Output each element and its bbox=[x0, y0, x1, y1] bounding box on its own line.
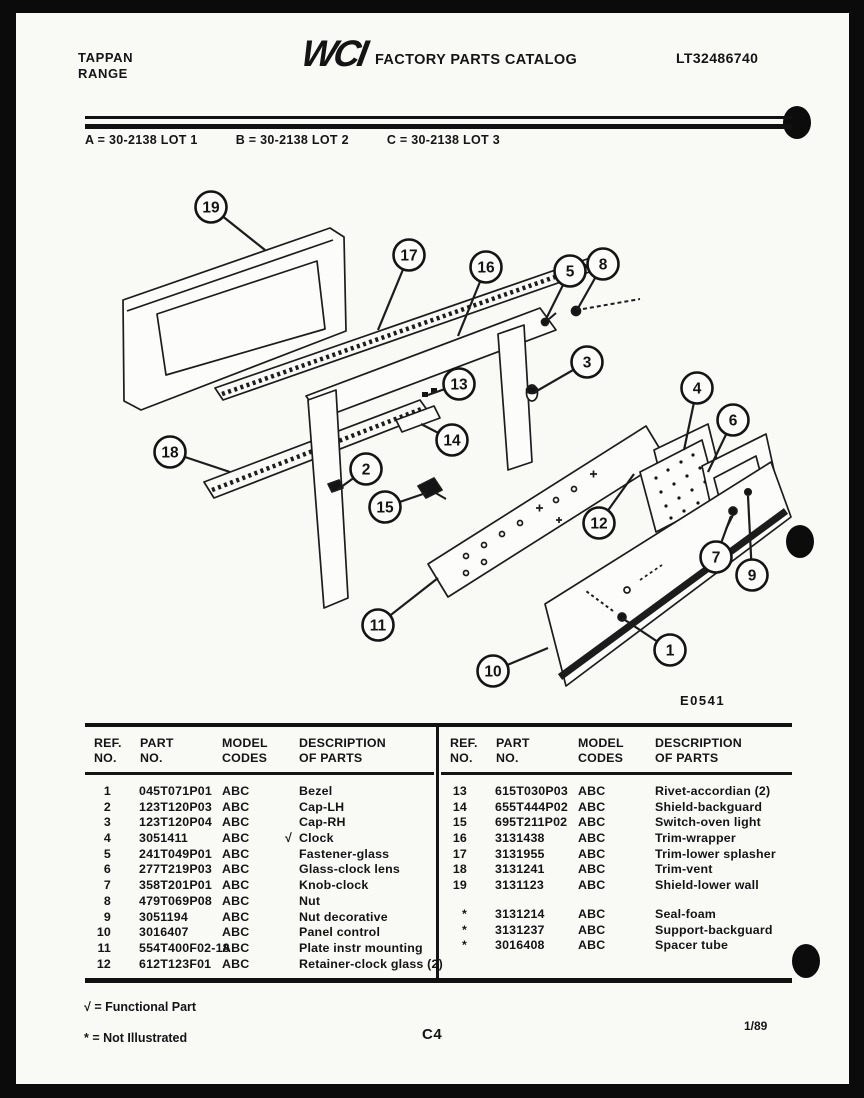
scan-edge-right bbox=[849, 0, 864, 1098]
registration-dot bbox=[786, 525, 814, 558]
document-number: LT32486740 bbox=[676, 50, 759, 66]
svg-text:4: 4 bbox=[692, 380, 702, 398]
table-row: 15 695T211P02 ABC Switch-oven light bbox=[452, 815, 761, 830]
header-rule bbox=[85, 116, 792, 129]
brand-line-1: TAPPAN bbox=[78, 50, 134, 65]
svg-text:19: 19 bbox=[202, 199, 220, 217]
registration-dot bbox=[792, 944, 820, 978]
table-row: 5 241T049P01 ABC Fastener-glass bbox=[103, 846, 390, 861]
catalog-title: FACTORY PARTS CATALOG bbox=[374, 52, 578, 68]
callout-14 bbox=[421, 424, 468, 456]
table-row: 6 277T219P03 ABC Glass-clock lens bbox=[103, 862, 401, 877]
svg-text:15: 15 bbox=[376, 499, 394, 517]
brand-line-2: RANGE bbox=[78, 66, 128, 81]
screw-7 bbox=[729, 507, 737, 515]
lot-c: C = 30-2138 LOT 3 bbox=[386, 133, 500, 147]
callout-15 bbox=[370, 492, 427, 523]
screw-5 bbox=[542, 319, 549, 326]
column-header: MODEL CODES bbox=[222, 736, 268, 765]
scan-edge-left bbox=[0, 0, 16, 1098]
table-row: 12 612T123F01 ABC Retainer-clock glass (2) bbox=[96, 956, 443, 971]
table-row: 10 3016407 ABC Panel control bbox=[96, 925, 381, 940]
svg-text:14: 14 bbox=[443, 432, 461, 450]
table-row: 2 123T120P03 ABC Cap-LH bbox=[103, 799, 345, 814]
callout-3 bbox=[535, 347, 603, 393]
scan-edge-bottom bbox=[0, 1084, 864, 1098]
column-header: MODEL CODES bbox=[578, 736, 624, 765]
callout-18 bbox=[155, 437, 231, 473]
svg-text:16: 16 bbox=[477, 259, 495, 277]
svg-text:5: 5 bbox=[565, 263, 575, 281]
svg-text:1: 1 bbox=[665, 642, 675, 660]
callout-19 bbox=[196, 192, 266, 251]
column-header: PART NO. bbox=[496, 736, 530, 765]
table-header bbox=[85, 727, 434, 775]
column-header: REF. NO. bbox=[450, 736, 478, 765]
table-row: 16 3131438 ABC Trim-wrapper bbox=[452, 831, 736, 846]
svg-text:11: 11 bbox=[369, 617, 387, 635]
logo-row bbox=[298, 33, 578, 74]
svg-text:6: 6 bbox=[728, 412, 738, 430]
callout-1 bbox=[622, 618, 686, 666]
scan-edge-top bbox=[0, 0, 864, 13]
callout-10 bbox=[478, 648, 549, 687]
svg-text:8: 8 bbox=[598, 256, 608, 274]
callout-2 bbox=[337, 454, 382, 491]
model-lot-line bbox=[85, 133, 538, 147]
footnote-not-illustrated: * = Not Illustrated bbox=[84, 1031, 188, 1045]
svg-text:13: 13 bbox=[450, 376, 468, 394]
lot-a: A = 30-2138 LOT 1 bbox=[85, 133, 198, 147]
parts-table bbox=[85, 723, 792, 983]
brand-block bbox=[78, 50, 133, 82]
callout-17 bbox=[378, 240, 425, 331]
table-body-not-illustrated bbox=[441, 907, 792, 954]
table-row: 1 045T071P01 ABC Bezel bbox=[103, 784, 333, 798]
table-row: 4 3051411 ABC √ Clock bbox=[103, 831, 334, 846]
svg-text:17: 17 bbox=[400, 247, 418, 265]
lot-b: B = 30-2138 LOT 2 bbox=[235, 133, 349, 147]
table-row: 8 479T069P08 ABC Nut bbox=[103, 893, 321, 908]
table-row: 18 3131241 ABC Trim-vent bbox=[452, 862, 713, 877]
table-body bbox=[85, 784, 443, 972]
table-body bbox=[441, 784, 792, 894]
column-header: DESCRIPTION OF PARTS bbox=[299, 736, 386, 765]
screw-9 bbox=[745, 489, 751, 495]
functional-check-mark: √ bbox=[285, 831, 293, 846]
table-row: * 3016408 ABC Spacer tube bbox=[461, 938, 729, 953]
footnote-functional: √ = Functional Part bbox=[84, 1000, 197, 1014]
table-row: * 3131237 ABC Support-backguard bbox=[461, 922, 773, 937]
svg-text:7: 7 bbox=[711, 549, 721, 567]
parts-table-right bbox=[441, 727, 792, 978]
table-row: 7 358T201P01 ABC Knob-clock bbox=[103, 878, 369, 893]
column-header: PART NO. bbox=[140, 736, 174, 765]
table-row: 11 554T400F02-18 ABC Plate instr mounting bbox=[97, 940, 423, 955]
svg-text:9: 9 bbox=[747, 567, 757, 585]
svg-text:10: 10 bbox=[484, 663, 502, 681]
svg-text:12: 12 bbox=[590, 515, 608, 533]
wci-logo: WCI bbox=[298, 33, 369, 74]
svg-text:3: 3 bbox=[582, 354, 592, 372]
parts-table-left bbox=[85, 727, 443, 978]
callout-11 bbox=[363, 578, 439, 641]
drawing-code: E0541 bbox=[680, 693, 726, 708]
table-row: * 3131214 ABC Seal-foam bbox=[461, 906, 717, 921]
table-divider bbox=[436, 727, 439, 978]
date-code: 1/89 bbox=[744, 1019, 768, 1033]
table-header bbox=[441, 727, 792, 775]
column-header: REF. NO. bbox=[94, 736, 122, 765]
table-row: 19 3131123 ABC Shield-lower wall bbox=[452, 878, 759, 893]
svg-text:2: 2 bbox=[361, 461, 371, 479]
table-row: 14 655T444P02 ABC Shield-backguard bbox=[452, 799, 763, 814]
table-row: 9 3051194 ABC Nut decorative bbox=[103, 909, 388, 924]
svg-text:18: 18 bbox=[161, 444, 179, 462]
column-header: DESCRIPTION OF PARTS bbox=[655, 736, 742, 765]
table-row: 3 123T120P04 ABC Cap-RH bbox=[103, 815, 346, 830]
table-row: 13 615T030P03 ABC Rivet-accordian (2) bbox=[452, 784, 771, 798]
table-row: 17 3131955 ABC Trim-lower splasher bbox=[452, 846, 776, 861]
page-code: C4 bbox=[422, 1026, 443, 1043]
